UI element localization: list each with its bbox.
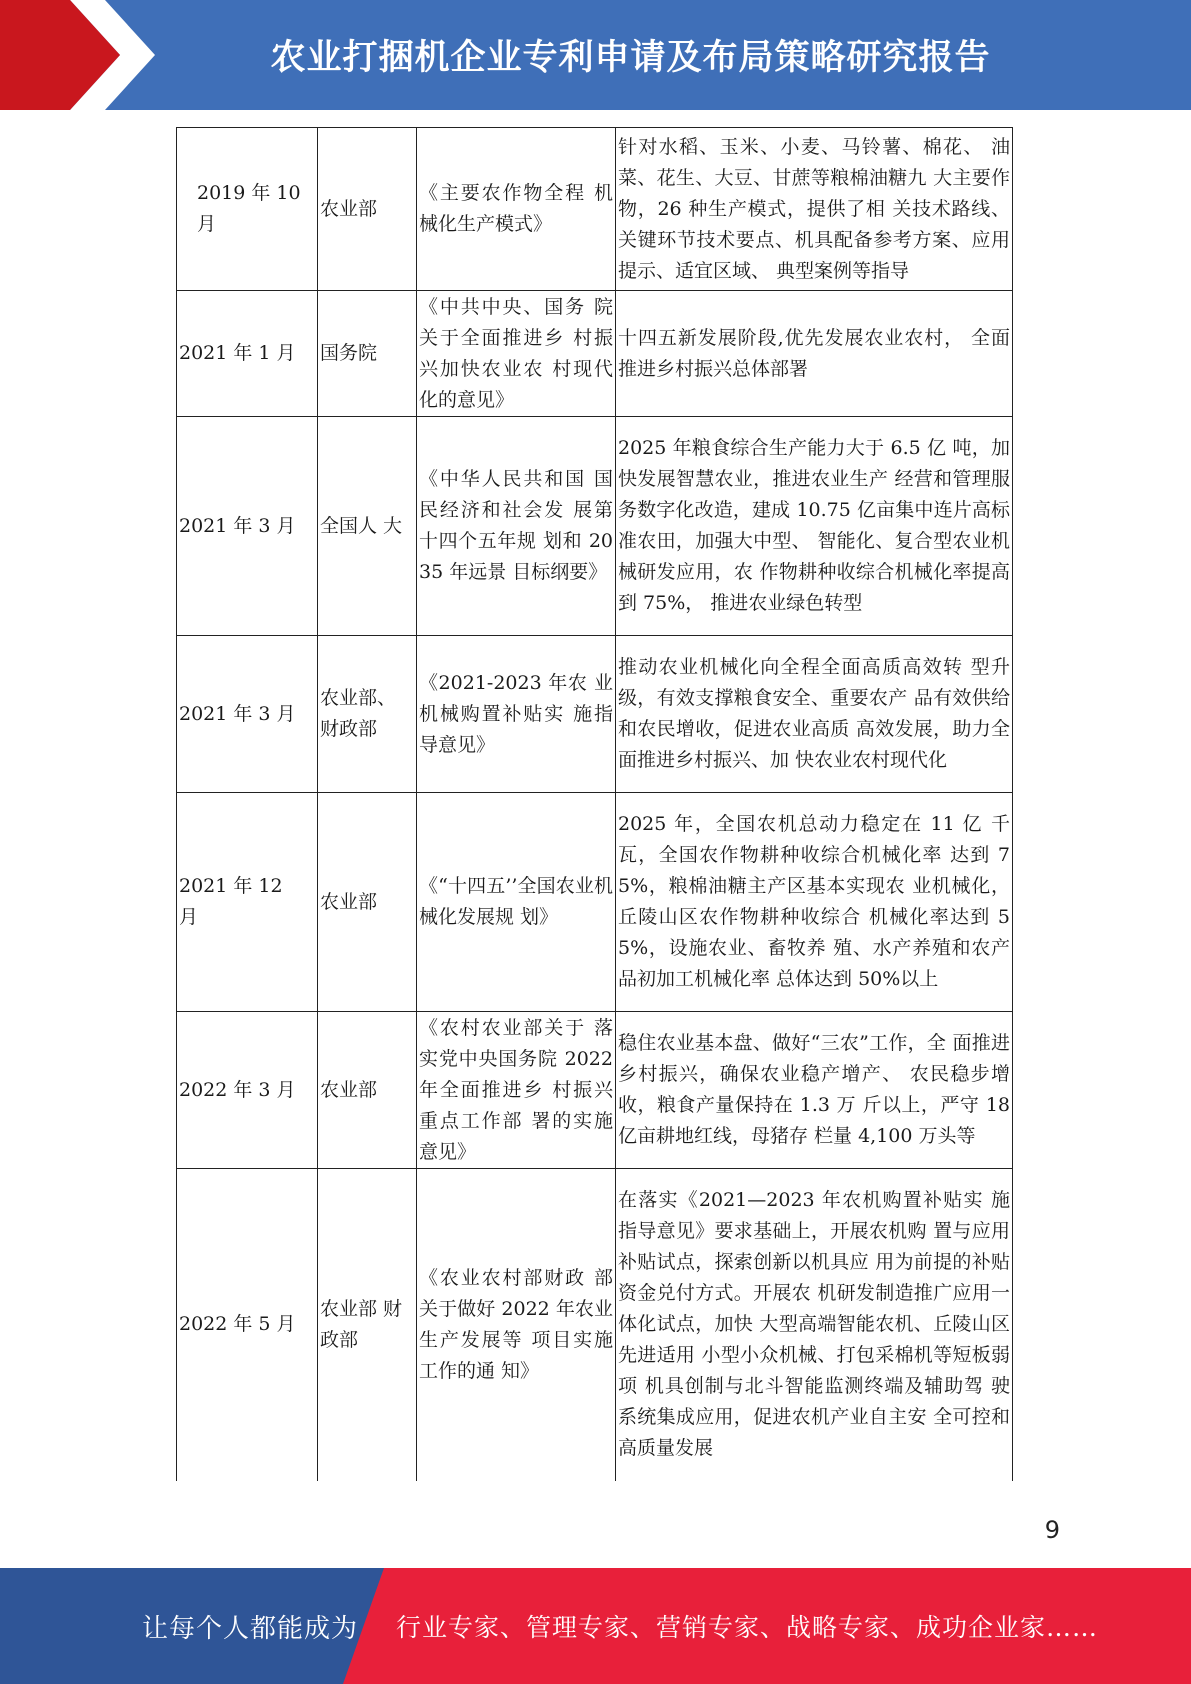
footer-slogan-right: 行业专家、管理专家、营销专家、战略专家、成功企业家…… bbox=[396, 1613, 1099, 1642]
content-cell: 针对水稻、玉米、小麦、马铃薯、棉花、 油菜、花生、大豆、甘蔗等粮棉油糖九 大主要作物，26 种生产模式，提供了相 关技术路线、关键环节技术要点、机具配备参考方案、应用提示、适宜区域、 典型案例等指导 bbox=[616, 128, 1013, 291]
table-row bbox=[177, 1012, 1013, 1169]
date-cell: 2022 年 5 月 bbox=[177, 1169, 318, 1481]
table-row bbox=[177, 636, 1013, 793]
department-cell: 农业部 bbox=[318, 128, 417, 291]
footer-slogan-left: 让每个人都能成为 bbox=[142, 1613, 359, 1644]
date-cell: 2021 年 12 月 bbox=[177, 793, 318, 1012]
department-cell: 农业部 bbox=[318, 1012, 417, 1169]
table-row bbox=[177, 1169, 1013, 1481]
table-row bbox=[177, 793, 1013, 1012]
content-cell: 稳住农业基本盘、做好“三农”工作，全 面推进乡村振兴，确保农业稳产增产、 农民稳步增收，粮食产量保持在 1.3 万 斤以上，严守 18 亿亩耕地红线，母猪存 栏量 4,100 万头等 bbox=[616, 1012, 1013, 1169]
content-cell: 2025 年，全国农机总动力稳定在 11 亿 千瓦，全国农作物耕种收综合机械化率 达到 75%，粮棉油糖主产区基本实现农 业机械化，丘陵山区农作物耕种收综合 机械化率达到 55%，设施农业、畜牧养 殖、水产养殖和农产品初加工机械化率 总体达到 50%以上 bbox=[616, 793, 1013, 1012]
document-cell: 《农业农村部财政 部关于做好 2022 年农业生产发展等 项目实施工作的通 知》 bbox=[417, 1169, 616, 1481]
page-number: 9 bbox=[1044, 1516, 1060, 1544]
date-cell: 2022 年 3 月 bbox=[177, 1012, 318, 1169]
page-header bbox=[0, 0, 1191, 110]
department-cell: 农业部、财政部 bbox=[318, 636, 417, 793]
table-row bbox=[177, 291, 1013, 417]
department-cell: 国务院 bbox=[318, 291, 417, 417]
department-cell: 农业部 财政部 bbox=[318, 1169, 417, 1481]
document-cell: 《主要农作物全程 机械化生产模式》 bbox=[417, 128, 616, 291]
policy-table bbox=[176, 127, 1013, 1481]
report-title: 农业打捆机企业专利申请及布局策略研究报告 bbox=[270, 38, 991, 78]
document-cell: 《2021-2023 年农 业机械购置补贴实 施指导意见》 bbox=[417, 636, 616, 793]
content-cell: 推动农业机械化向全程全面高质高效转 型升级，有效支撑粮食安全、重要农产 品有效供给和农民增收，促进农业高质 高效发展，助力全面推进乡村振兴、加 快农业农村现代化 bbox=[616, 636, 1013, 793]
document-cell: 《农村农业部关于 落实党中央国务院 2022 年全面推进乡 村振兴重点工作部 署的实施意见》 bbox=[417, 1012, 616, 1169]
department-cell: 全国人 大 bbox=[318, 417, 417, 636]
document-cell: 《“十四五’’全国农业机械化发展规 划》 bbox=[417, 793, 616, 1012]
table-row bbox=[177, 417, 1013, 636]
table-row bbox=[177, 128, 1013, 291]
content-cell: 2025 年粮食综合生产能力大于 6.5 亿 吨，加快发展智慧农业，推进农业生产 经营和管理服务数字化改造，建成 10.75 亿亩集中连片高标准农田，加强大中型、 智能化、复合型农业机械研发应用，农 作物耕种收综合机械化率提高到 75%， 推进农业绿色转型 bbox=[616, 417, 1013, 636]
page-footer bbox=[0, 1568, 1191, 1684]
date-cell: 2021 年 3 月 bbox=[177, 417, 318, 636]
date-cell: 2021 年 1 月 bbox=[177, 291, 318, 417]
content-cell: 十四五新发展阶段,优先发展农业农村， 全面推进乡村振兴总体部署 bbox=[616, 291, 1013, 417]
document-cell: 《中华人民共和国 国民经济和社会发 展第十四个五年规 划和 2035 年远景 目标纲要》 bbox=[417, 417, 616, 636]
date-cell: 2019 年 10 月 bbox=[177, 128, 318, 291]
document-cell: 《中共中央、国务 院关于全面推进乡 村振兴加快农业农 村现代化的意见》 bbox=[417, 291, 616, 417]
date-cell: 2021 年 3 月 bbox=[177, 636, 318, 793]
content-cell: 在落实《2021—2023 年农机购置补贴实 施指导意见》要求基础上，开展农机购 置与应用补贴试点，探索创新以机具应 用为前提的补贴资金兑付方式。开展农 机研发制造推广应用一体化试点，加快 大型高端智能农机、丘陵山区先进适用 小型小众机械、打包采棉机等短板弱项 机具创制与北斗智能监测终端及辅助驾 驶系统集成应用，促进农机产业自主安 全可控和高质量发展 bbox=[616, 1169, 1013, 1481]
department-cell: 农业部 bbox=[318, 793, 417, 1012]
